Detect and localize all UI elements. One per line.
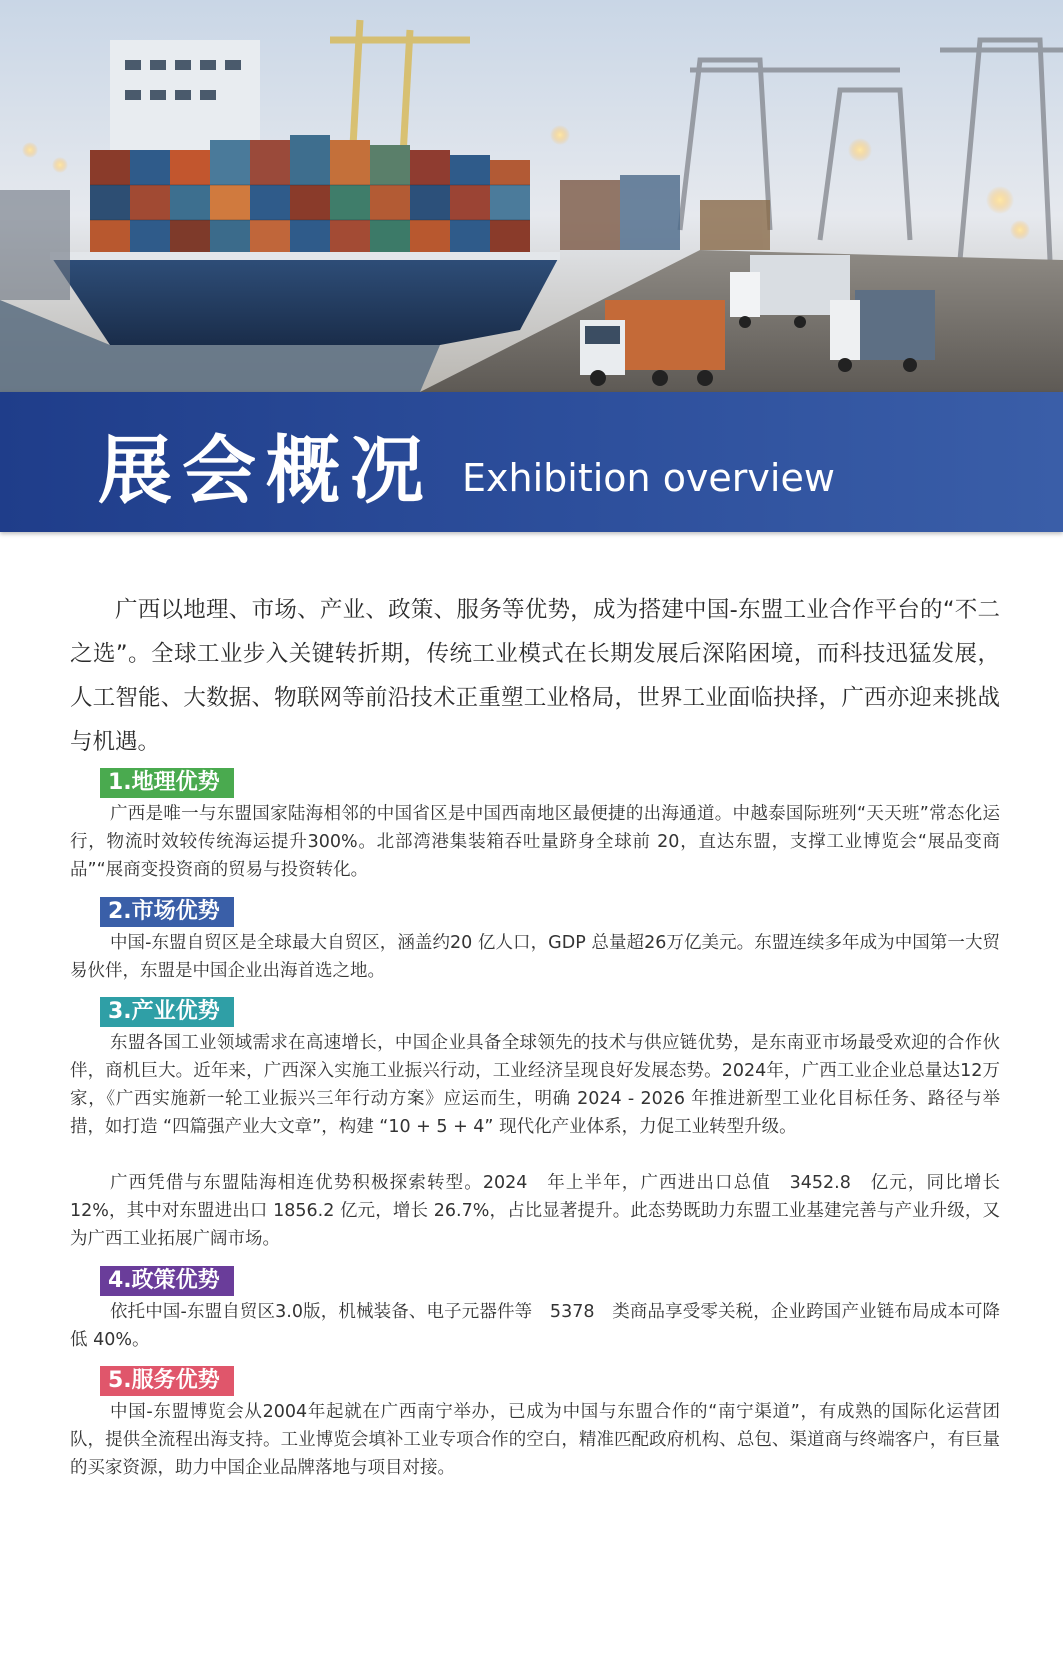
section-text-industry-1: 东盟各国工业领域需求在高速增长，中国企业具备全球领先的技术与供应链优势，是东南亚市场最受欢迎的合作伙伴，商机巨大。近年来，广西深入实施工业振兴行动，工业经济呈现良好发展态势。2024年，广西工业企业总量达12万家，《广西实施新一轮工业振兴三年行动方案》应运而生，明确 2024 - 2026 年推进新型工业化目标任务、路径与举措，如打造 “四篇强产业大文章”，构建 “10 + 5 + 4” 现代化产业体系，力促工业转型升级。	[70, 1033, 1000, 1137]
section-label-industry: 3.产业优势	[100, 997, 234, 1027]
hero-image-port-shipping	[0, 0, 1063, 392]
section-label-geography: 1.地理优势	[100, 768, 234, 798]
section-label-service: 5.服务优势	[100, 1366, 234, 1396]
section-text-geography: 广西是唯一与东盟国家陆海相邻的中国省区是中国西南地区最便捷的出海通道。中越泰国际班列“天天班”常态化运行，物流时效较传统海运提升300%。北部湾港集装箱吞吐量跻身全球前 20，直达东盟，支撑工业博览会“展品变商品”“展商变投资商的贸易与投资转化。	[70, 804, 1000, 880]
section-text-industry-2: 广西凭借与东盟陆海相连优势积极探索转型。2024 年上半年，广西进出口总值 3452.8 亿元，同比增长 12%，其中对东盟进出口 1856.2 亿元，增长 26.7%，占比显著提升。此态势既助力东盟工业基建完善与产业升级，又为广西工业拓展广阔市场。	[70, 1173, 1000, 1249]
section-label-market: 2.市场优势	[100, 897, 234, 927]
section-banner	[0, 392, 1063, 532]
section-text-service: 中国-东盟博览会从2004年起就在广西南宁举办，已成为中国与东盟合作的“南宁渠道”，有成熟的国际化运营团队，提供全流程出海支持。工业博览会填补工业专项合作的空白，精准匹配政府机构、总包、渠道商与终端客户，有巨量的买家资源，助力中国企业品牌落地与项目对接。	[70, 1402, 1000, 1478]
page-title: 展会概况	[98, 428, 434, 514]
intro-paragraph: 广西以地理、市场、产业、政策、服务等优势，成为搭建中国-东盟工业合作平台的“不二之选”。全球工业步入关键转折期，传统工业模式在长期发展后深陷困境，而科技迅猛发展，人工智能、大数据、物联网等前沿技术正重塑工业格局，世界工业面临抉择，广西亦迎来挑战与机遇。	[70, 597, 1000, 755]
page-subtitle: Exhibition overview	[462, 456, 835, 500]
section-label-policy: 4.政策优势	[100, 1266, 234, 1296]
section-text-policy: 依托中国-东盟自贸区3.0版，机械装备、电子元器件等 5378 类商品享受零关税，企业跨国产业链布局成本可降低 40%。	[70, 1302, 1000, 1350]
section-text-market: 中国-东盟自贸区是全球最大自贸区，涵盖约20 亿人口，GDP 总量超26万亿美元。东盟连续多年成为中国第一大贸易伙伴，东盟是中国企业出海首选之地。	[70, 933, 1000, 981]
